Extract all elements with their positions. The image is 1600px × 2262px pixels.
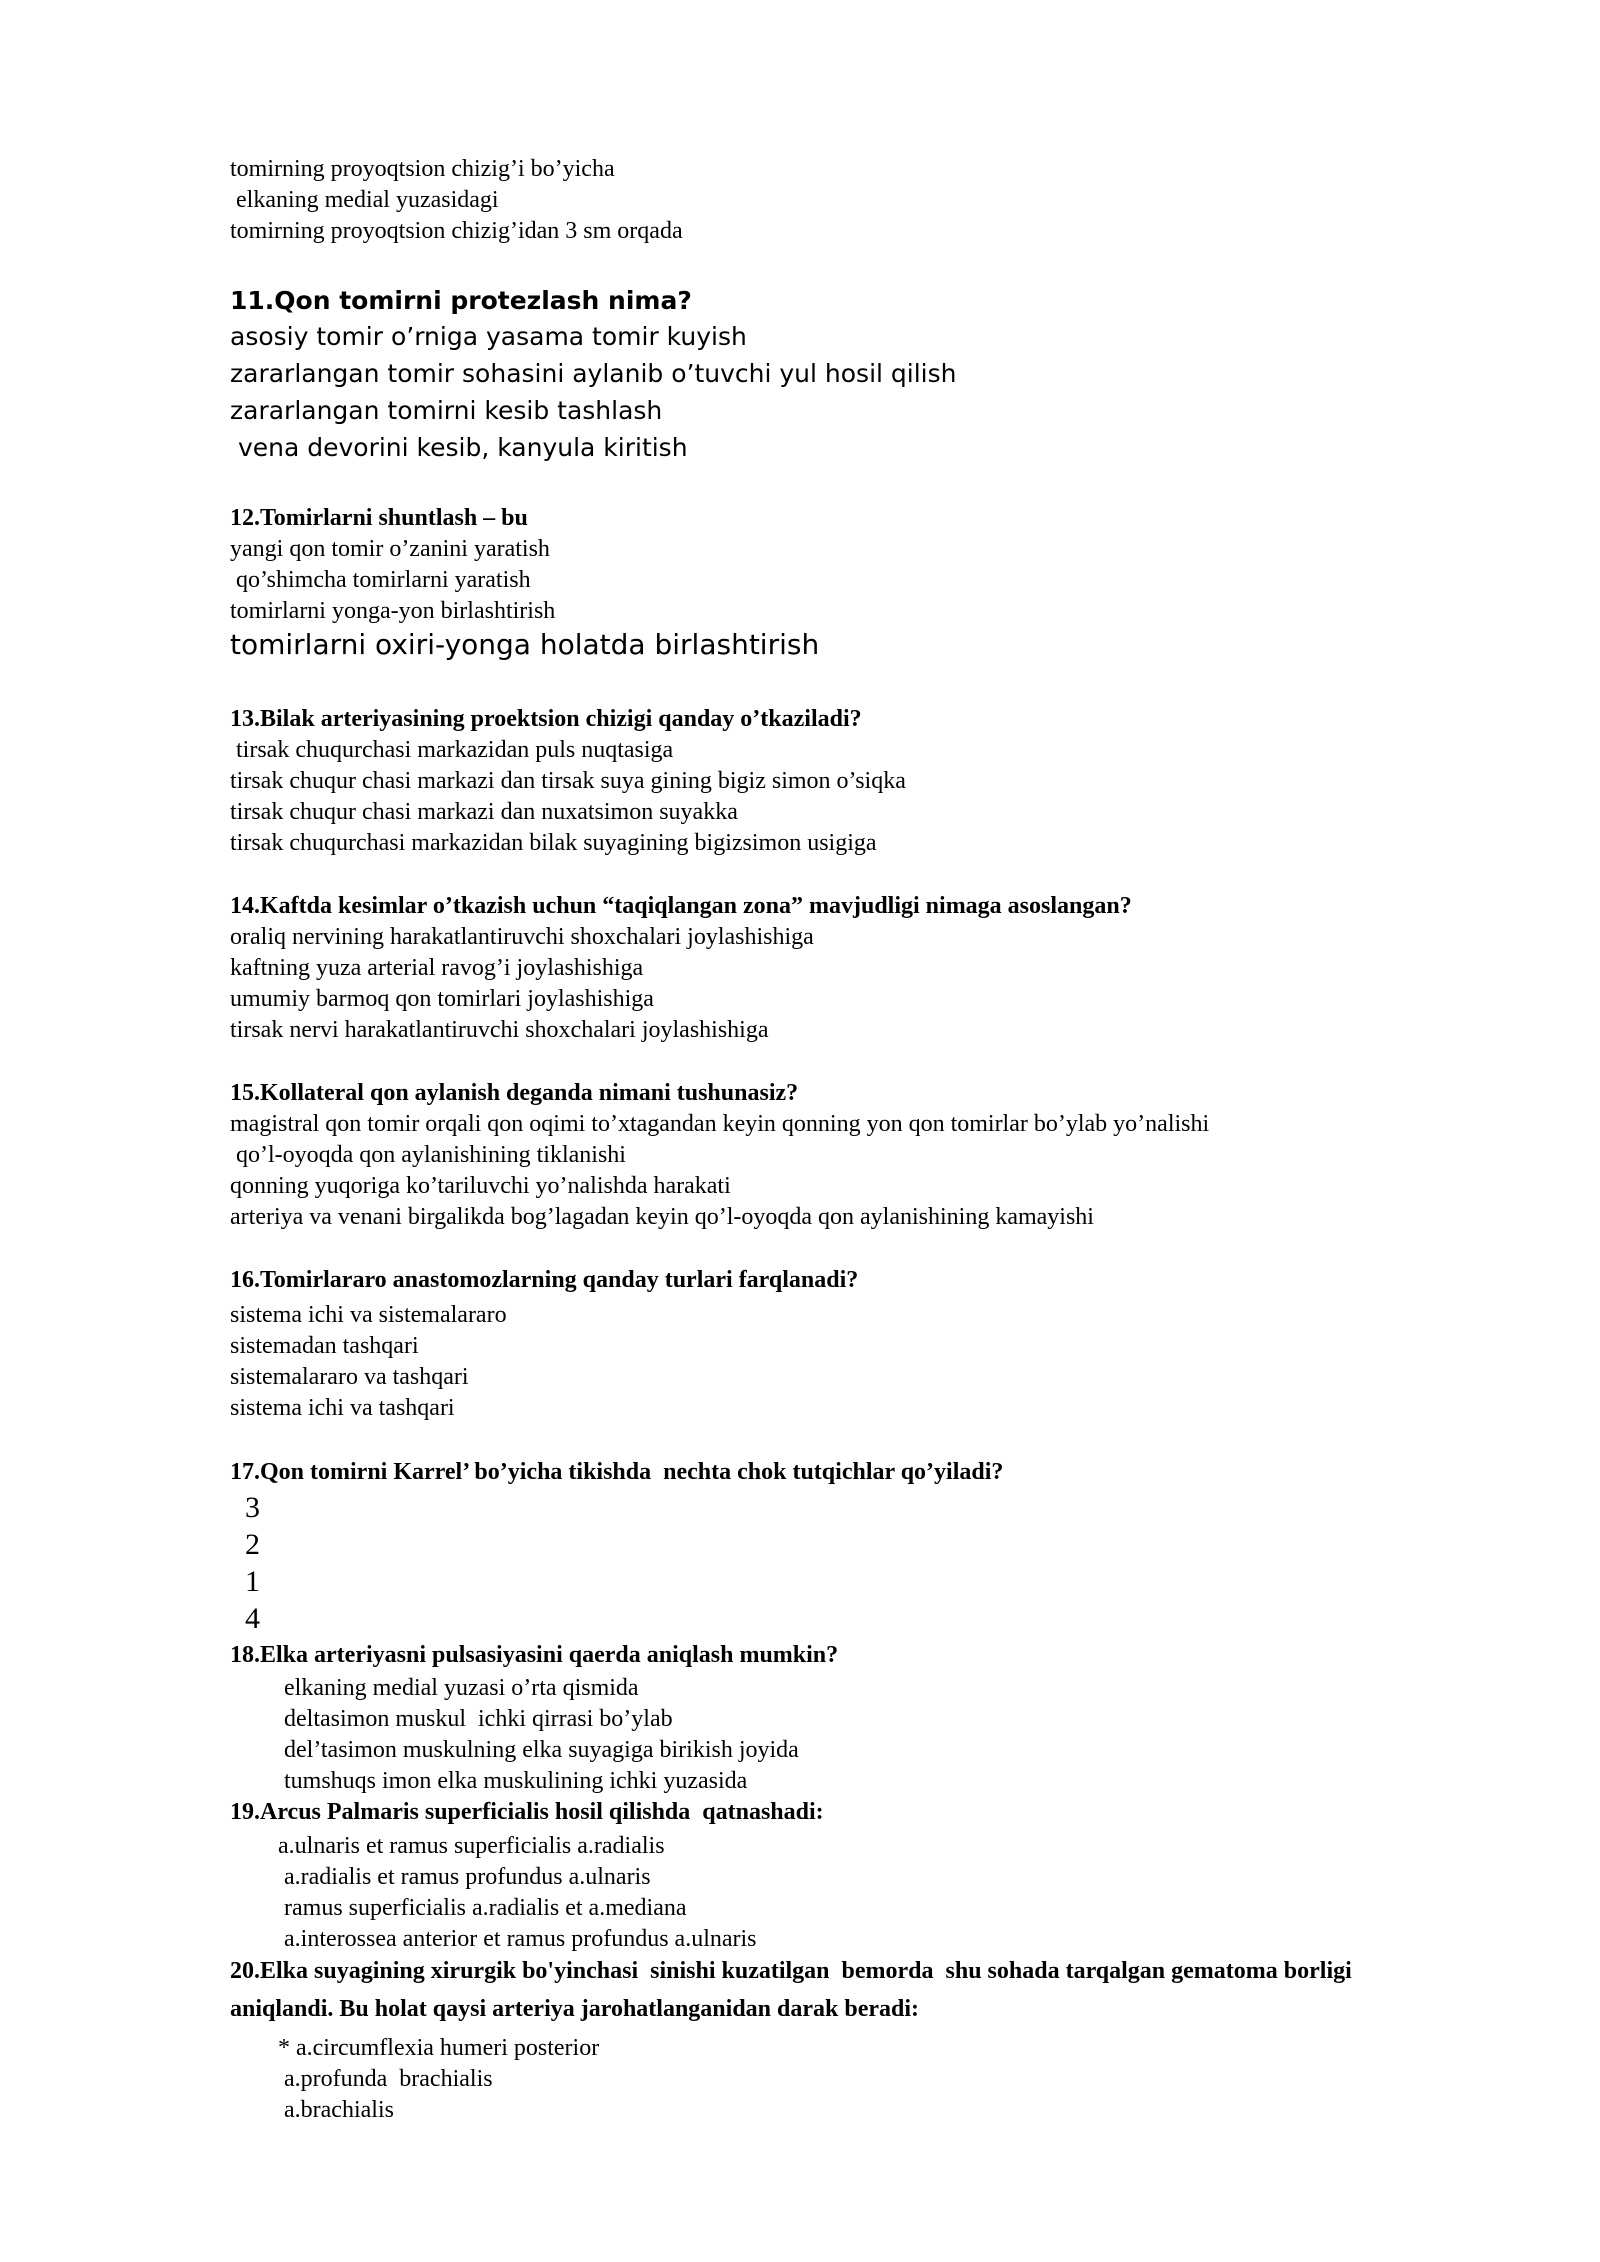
answer-option: tirsak chuqurchasi markazidan puls nuqtasiga [230,737,674,763]
answer-option: del’tasimon muskulning elka suyagiga birikish joyida [284,1737,799,1763]
answer-option: ramus superficialis a.radialis et a.mediana [284,1895,687,1921]
answer-option: elkaning medial yuzasi o’rta qismida [284,1675,639,1701]
answer-option: a.radialis et ramus profundus a.ulnaris [284,1864,651,1890]
question-title: 20.Elka suyagining xirurgik bo'yinchasi sinishi kuzatilgan bemorda shu sohada tarqalgan gematoma borligi [230,1958,1352,1984]
answer-option: sistema ichi va tashqari [230,1395,455,1421]
answer-option: yangi qon tomir o’zanini yaratish [230,536,550,562]
answer-option: tirsak chuqur chasi markazi dan nuxatsimon suyakka [230,799,738,825]
answer-option: a.interossea anterior et ramus profundus a.ulnaris [284,1926,757,1952]
question-title: 12.Tomirlarni shuntlash – bu [230,505,528,531]
answer-option: tomirlarni yonga-yon birlashtirish [230,598,556,624]
question-title: 11.Qon tomirni protezlash nima? [230,286,692,315]
answer-option: 4 [245,1602,260,1635]
answer-option: magistral qon tomir orqali qon oqimi to’xtagandan keyin qonning yon qon tomirlar bo’ylab yo’nalishi [230,1111,1210,1137]
answer-option: a.brachialis [284,2097,394,2123]
answer-option: deltasimon muskul ichki qirrasi bo’ylab [284,1706,673,1732]
answer-option: vena devorini kesib, kanyula kiritish [230,433,688,462]
answer-option: a.profunda brachialis [284,2066,493,2092]
answer-option: elkaning medial yuzasidagi [230,187,499,213]
answer-option: arteriya va venani birgalikda bog’lagadan keyin qo’l-oyoqda qon aylanishining kamayishi [230,1204,1094,1230]
answer-option: tumshuqs imon elka muskulining ichki yuzasida [284,1768,748,1794]
question-title: 16.Tomirlararo anastomozlarning qanday turlari farqlanadi? [230,1267,859,1293]
answer-option: tirsak nervi harakatlantiruvchi shoxchalari joylashishiga [230,1017,769,1043]
question-title: 14.Kaftda kesimlar o’tkazish uchun “taqiqlangan zona” mavjudligi nimaga asoslangan? [230,893,1132,919]
answer-option: sistema ichi va sistemalararo [230,1302,507,1328]
answer-option: asosiy tomir o’rniga yasama tomir kuyish [230,322,747,351]
question-title: 17.Qon tomirni Karrel’ bo’yicha tikishda nechta chok tutqichlar qo’yiladi? [230,1459,1004,1485]
question-title: 15.Kollateral qon aylanish deganda nimani tushunasiz? [230,1080,799,1106]
answer-option: tomirning proyoqtsion chizig’i bo’yicha [230,156,615,182]
answer-option: qo’shimcha tomirlarni yaratish [230,567,531,593]
answer-option: tomirlarni oxiri-yonga holatda birlashtirish [230,628,820,661]
answer-option: 2 [245,1528,260,1561]
answer-option: qo’l-oyoqda qon aylanishining tiklanishi [230,1142,626,1168]
question-title: 19.Arcus Palmaris superficialis hosil qilishda qatnashadi: [230,1799,824,1825]
question-title: 13.Bilak arteriyasining proektsion chizigi qanday o’tkaziladi? [230,706,862,732]
answer-option: a.ulnaris et ramus superficialis a.radialis [278,1833,665,1859]
answer-option: umumiy barmoq qon tomirlari joylashishiga [230,986,654,1012]
answer-option: sistemalararo va tashqari [230,1364,469,1390]
answer-option: tirsak chuqurchasi markazidan bilak suyagining bigizsimon usigiga [230,830,877,856]
answer-option: oraliq nervining harakatlantiruvchi shoxchalari joylashishiga [230,924,814,950]
answer-option: zararlangan tomirni kesib tashlash [230,396,663,425]
answer-option: 1 [245,1565,260,1598]
answer-option: kaftning yuza arterial ravog’i joylashishiga [230,955,644,981]
answer-option: zararlangan tomir sohasini aylanib o’tuvchi yul hosil qilish [230,359,957,388]
answer-option: sistemadan tashqari [230,1333,419,1359]
question-title: 18.Elka arteriyasni pulsasiyasini qaerda aniqlash mumkin? [230,1642,839,1668]
answer-option: 3 [245,1491,260,1524]
answer-option: tomirning proyoqtsion chizig’idan 3 sm orqada [230,218,683,244]
question-title-continued: aniqlandi. Bu holat qaysi arteriya jarohatlanganidan darak beradi: [230,1996,920,2022]
answer-option: qonning yuqoriga ko’tariluvchi yo’nalishda harakati [230,1173,731,1199]
answer-option: * a.circumflexia humeri posterior [278,2035,600,2061]
answer-option: tirsak chuqur chasi markazi dan tirsak suya gining bigiz simon o’siqka [230,768,906,794]
